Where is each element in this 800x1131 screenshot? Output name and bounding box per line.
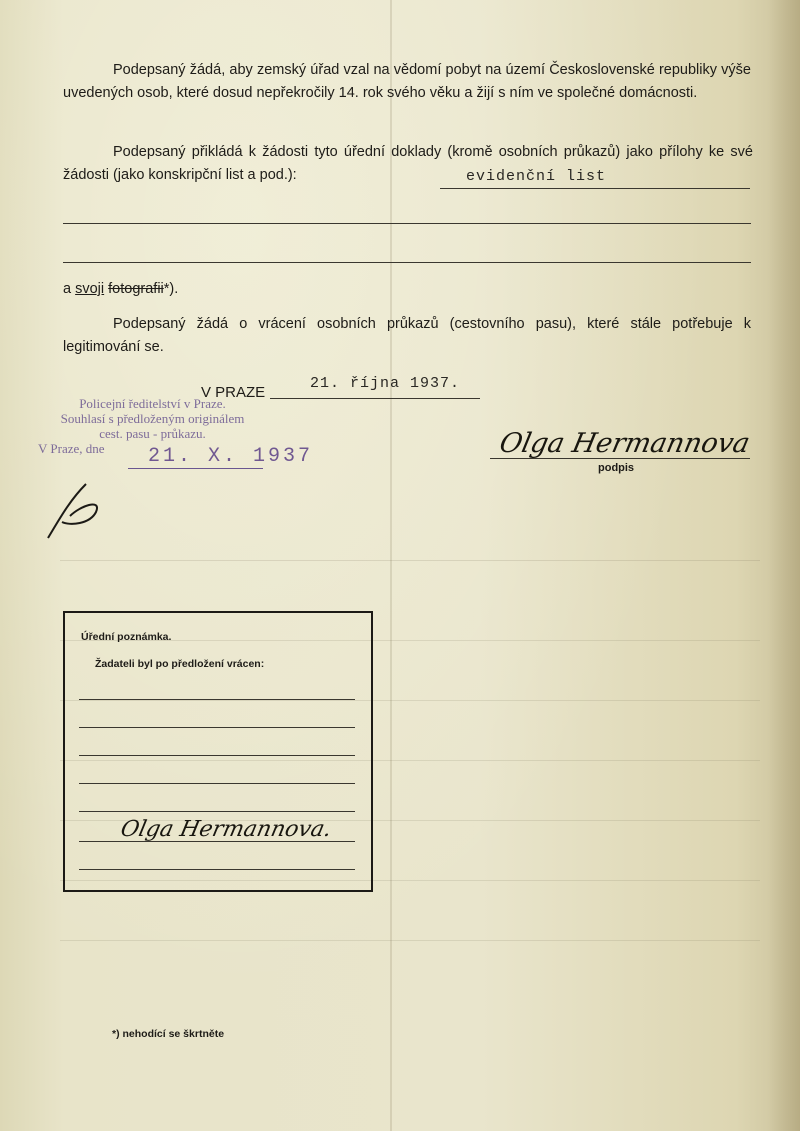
attachments-fill-line-3 <box>63 262 751 263</box>
footnote: *) nehodící se škrtněte <box>112 1028 225 1040</box>
note-rule <box>79 755 355 756</box>
bleed-through-line <box>60 940 760 941</box>
attachments-typed-value: evidenční list <box>466 168 607 185</box>
stamp-date-line <box>128 468 263 469</box>
photo-struck: fotografii <box>108 281 164 297</box>
note-rule <box>79 699 355 700</box>
paragraph-notice: Podepsaný žádá, aby zemský úřad vzal na vědomí pobyt na území Československé republiky výše uvedených osob, které dosud nepřekročily 14. rok svého věku a žijí s ním ve společné domácnosti. <box>63 62 751 101</box>
date-typed-value: 21. října 1937. <box>310 375 461 392</box>
date-fill-line <box>270 398 480 399</box>
stamp-line-1: Policejní ředitelství v Praze. <box>79 396 226 411</box>
note-rule <box>79 811 355 812</box>
note-rule <box>79 869 355 870</box>
attachments-fill-line <box>440 188 750 189</box>
paragraph-return-request: Podepsaný žádá o vrácení osobních průkazů (cestovního pasu), které stále potřebuje k legitimování se. <box>63 316 751 355</box>
official-note-signature: Olga Hermannova. <box>118 817 334 842</box>
signature-label: podpis <box>598 462 635 474</box>
signature-main: Olga Hermannova <box>496 428 753 459</box>
note-rule <box>79 727 355 728</box>
official-note-box <box>63 611 373 892</box>
stamp-line-4: V Praze, dne <box>38 441 105 456</box>
place-label: V PRAZE <box>201 384 266 401</box>
stamp-line-2: Souhlasí s předloženým originálem <box>60 411 245 426</box>
stamp-date: 21. X. 1937 <box>148 445 314 468</box>
attachments-fill-line-2 <box>63 223 751 224</box>
official-note-subtitle: Žadateli byl po předložení vrácen: <box>95 658 265 670</box>
photo-suffix: *). <box>163 281 179 297</box>
page-edge-shadow <box>768 0 800 1131</box>
note-rule <box>79 783 355 784</box>
photo-line <box>63 281 178 297</box>
stamp-line-3: cest. pasu - průkazu. <box>99 426 206 441</box>
official-note-title: Úřední poznámka. <box>81 631 172 643</box>
initial-mark-icon <box>40 478 110 543</box>
paragraph-attachments: Podepsaný přikládá k žádosti tyto úřední doklady (kromě osobních průkazů) jako přílohy ke své žádosti (jako konskripční list a pod.): <box>63 144 753 183</box>
photo-prefix: a <box>63 281 72 297</box>
photo-underlined: svoji <box>75 281 105 297</box>
